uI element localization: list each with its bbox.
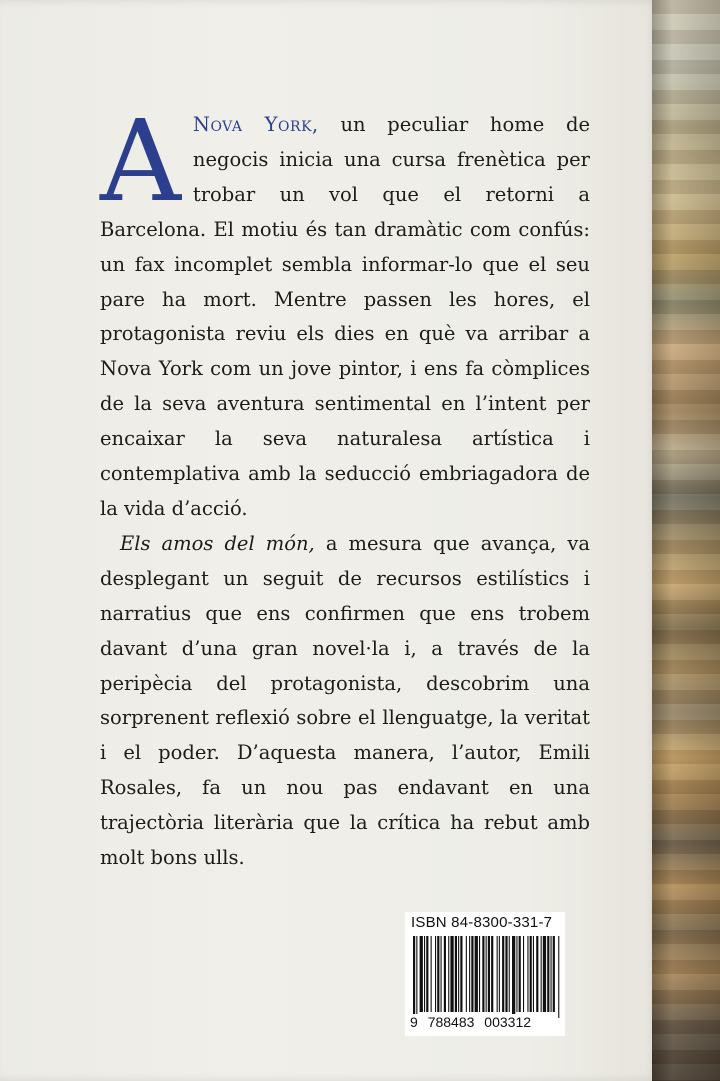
paragraph-1-text: un peculiar home de negocis inicia una cursa frenètica per trobar un vol que el retorni a Barcelona. El motiu és tan dramàtic com confús: un fax incomplet sembla informar-lo que el seu pare ha mort. Mentre passen les hores, el protagonista reviu els dies en què va arribar a Nova York com un jove pintor, i ens fa còmplices de la seva aventura sentimental en l’intent per encaixar la seva naturalesa artística i contemplativa amb la seducció embriagadora de la vida d’acció. xyxy=(100,113,591,520)
barcode-bar xyxy=(413,936,415,1018)
barcode-bars xyxy=(413,936,561,1018)
barcode-bar xyxy=(502,936,504,1012)
barcode-bar xyxy=(543,936,546,1012)
blurb-paragraph-1 xyxy=(100,97,591,527)
isbn-label: ISBN 84-8300-331-7 xyxy=(411,914,553,931)
barcode-bar xyxy=(455,936,457,1012)
barcode-bar xyxy=(469,936,470,1012)
barcode-bar xyxy=(416,936,417,1018)
isbn-barcode xyxy=(405,912,565,1036)
barcode-bar xyxy=(479,936,480,1012)
barcode-bar xyxy=(458,936,459,1012)
barcode-bar xyxy=(519,936,521,1012)
barcode-bar xyxy=(505,936,507,1012)
barcode-digits-left: 788483 xyxy=(427,1014,475,1030)
barcode-bar xyxy=(523,936,524,1012)
barcode-bar xyxy=(475,936,478,1012)
barcode-bar xyxy=(482,936,484,1012)
barcode-bar xyxy=(491,936,493,1012)
barcode-bar xyxy=(444,936,446,1012)
book-title-italic: Els amos del món, xyxy=(120,531,315,555)
barcode-bar xyxy=(460,936,462,1012)
barcode-bar xyxy=(512,936,515,1018)
barcode-digits xyxy=(409,1014,532,1030)
barcode-digit-first: 9 xyxy=(410,1014,418,1030)
barcode-bar xyxy=(530,936,532,1012)
barcode-bar xyxy=(533,936,534,1012)
barcode-bar xyxy=(536,936,538,1012)
barcode-bar xyxy=(441,936,442,1012)
barcode-bar xyxy=(497,936,498,1012)
barcode-bar xyxy=(431,936,432,1012)
place-name-small-caps: Nova York, xyxy=(192,113,319,136)
barcode-bar xyxy=(527,936,528,1012)
barcode-bar xyxy=(509,936,510,1012)
drop-cap: A xyxy=(100,97,181,227)
barcode-bar xyxy=(471,936,473,1012)
barcode-bar xyxy=(426,936,428,1012)
barcode-bar xyxy=(499,936,500,1012)
barcode-bar xyxy=(486,936,487,1012)
barcode-digits-right: 003312 xyxy=(484,1014,532,1030)
barcode-bar xyxy=(435,936,436,1012)
paragraph-2-text: a mesura que avança, va desplegant un seguit de recursos estilístics i narratius que ens confirmen que ens trobem davant d’una gran novel·la i, a través de la peripècia del protagonista, descobrim una sorprenent reflexió sobre el llenguatge, la veritat i el poder. D’aquesta manera, l’autor, Emili Rosales, fa un nou pas endavant en una trajectòria literària que la crítica ha rebut amb molt bons ulls. xyxy=(100,531,591,870)
barcode-bar xyxy=(424,936,425,1012)
barcode-bar xyxy=(437,936,439,1012)
blurb-text xyxy=(100,97,591,876)
barcode-bar xyxy=(466,936,467,1012)
barcode-bar xyxy=(553,936,555,1012)
barcode-bar xyxy=(541,936,542,1012)
barcode-bar xyxy=(450,936,453,1012)
barcode-bar xyxy=(516,936,517,1012)
barcode-bar xyxy=(488,936,490,1012)
barcode-bar xyxy=(420,936,423,1012)
barcode-bar xyxy=(448,936,449,1012)
blurb-paragraph-2 xyxy=(100,527,590,876)
barcode-bar xyxy=(547,936,549,1012)
barcode-bar xyxy=(551,936,552,1012)
cover-spine-painting xyxy=(652,0,720,1081)
barcode-bar xyxy=(558,936,559,1018)
